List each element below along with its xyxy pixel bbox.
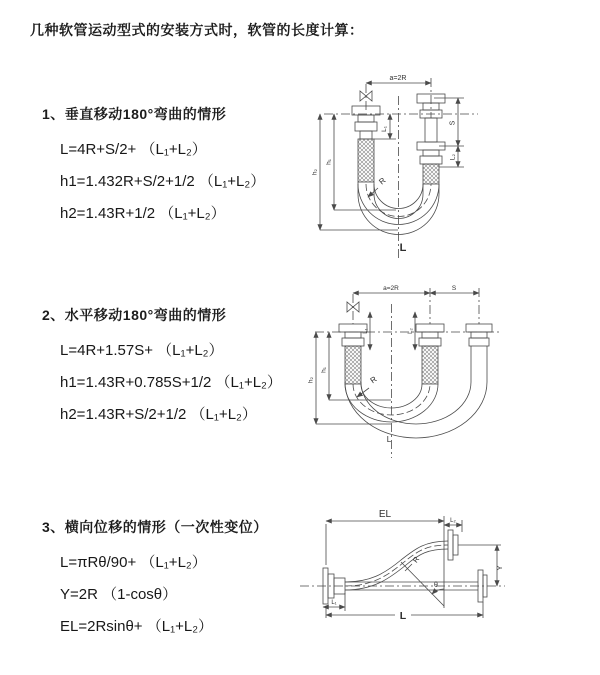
- dim-label-y: Y: [495, 565, 504, 571]
- formula-line: h2=1.43R+S/2+1/2 （L₁+L₂）: [60, 406, 257, 423]
- section-lateral-displacement: [42, 517, 268, 643]
- diagram-vertical-180-bend: [306, 70, 596, 266]
- formula-line: h2=1.43R+1/2 （L₁+L₂）: [60, 205, 226, 222]
- diagram2-linework: [315, 288, 499, 458]
- formula-line: h1=1.432R+S/2+1/2 （L₁+L₂）: [60, 173, 266, 190]
- valve-icon: [347, 302, 359, 312]
- dim-label-h1: h₁: [325, 159, 333, 165]
- section-horizontal-180: [42, 305, 282, 431]
- diagram-horizontal-180-bend: [303, 280, 598, 466]
- dim-label-r: R: [377, 175, 388, 187]
- diagram1-linework: [320, 78, 478, 258]
- dim-label-l1: L₁: [363, 328, 369, 334]
- dim-label-r: R: [368, 374, 379, 386]
- formula-line: L=4R+1.57S+ （L₁+L₂）: [60, 342, 224, 359]
- dim-label-l2: L₂: [450, 518, 456, 524]
- formula-line: EL=2Rsinθ+ （L₁+L₂）: [60, 618, 214, 635]
- dim-label-s: S: [451, 285, 457, 292]
- dim-label-l: L: [399, 242, 407, 254]
- diagram-lateral-displacement: [298, 498, 598, 663]
- dim-label-h2: h₂: [307, 376, 315, 384]
- section-2-heading: 2、水平移动180°弯曲的情形: [42, 307, 227, 323]
- dim-label-theta: θ: [434, 582, 438, 589]
- formula-line: L=πRθ/90+ （L₁+L₂）: [60, 554, 207, 571]
- formula-line: h1=1.43R+0.785S+1/2 （L₁+L₂）: [60, 374, 282, 391]
- dim-label-l1: L₁: [381, 126, 388, 132]
- dim-label-l2: L₂: [449, 153, 457, 161]
- formula-line: L=4R+S/2+ （L₁+L₂）: [60, 141, 207, 158]
- formula-line: Y=2R （1-cosθ）: [60, 586, 178, 603]
- dim-label-l: L: [386, 435, 392, 444]
- dim-label-l: L: [399, 610, 407, 622]
- dim-label-r: R: [410, 554, 422, 565]
- section-vertical-180: [42, 104, 265, 230]
- dim-label-s: S: [449, 120, 457, 126]
- dim-label-h2: h₂: [311, 168, 319, 176]
- dim-label-h1: h₁: [320, 367, 328, 373]
- section-1-heading: 1、垂直移动180°弯曲的情形: [42, 106, 227, 122]
- dim-label-l1: L₁: [331, 600, 337, 606]
- dim-label-a2r: a=2R: [389, 75, 407, 82]
- diagram3-labels: [331, 509, 504, 622]
- section-3-heading: 3、横向位移的情形（一次性变位）: [42, 519, 268, 535]
- dim-label-el: EL: [378, 509, 392, 520]
- dim-label-a2r: a=2R: [383, 285, 399, 292]
- dim-label-l2: L₂: [408, 328, 414, 334]
- document-title: 几种软管运动型式的安装方式时，软管的长度计算：: [30, 22, 364, 38]
